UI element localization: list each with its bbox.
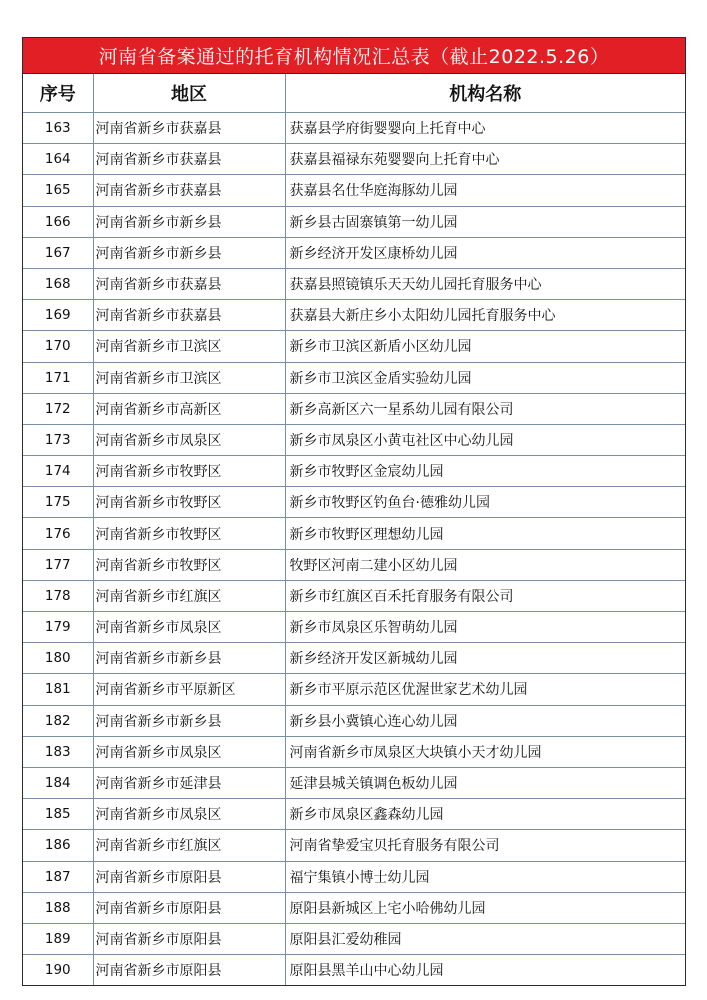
table-row	[23, 830, 685, 861]
table-row	[23, 393, 685, 424]
row-region: 河南省新乡市凤泉区	[93, 799, 285, 830]
row-institution-name: 新乡高新区六一星系幼儿园有限公司	[285, 393, 685, 424]
table-row	[23, 487, 685, 518]
row-institution-name: 新乡市凤泉区鑫森幼儿园	[285, 799, 685, 830]
row-region: 河南省新乡市获嘉县	[93, 113, 285, 144]
row-number: 190	[23, 955, 93, 986]
row-institution-name: 新乡市牧野区理想幼儿园	[285, 518, 685, 549]
row-institution-name: 福宁集镇小博士幼儿园	[285, 861, 685, 892]
row-institution-name: 新乡经济开发区新城幼儿园	[285, 643, 685, 674]
row-region: 河南省新乡市获嘉县	[93, 300, 285, 331]
table-row	[23, 705, 685, 736]
row-region: 河南省新乡市原阳县	[93, 923, 285, 954]
table-row	[23, 362, 685, 393]
row-number: 168	[23, 268, 93, 299]
table-row	[23, 549, 685, 580]
row-institution-name: 获嘉县大新庄乡小太阳幼儿园托育服务中心	[285, 300, 685, 331]
row-number: 163	[23, 113, 93, 144]
row-institution-name: 新乡经济开发区康桥幼儿园	[285, 237, 685, 268]
table-body	[23, 113, 685, 986]
row-number: 185	[23, 799, 93, 830]
row-institution-name: 河南省挚爱宝贝托育服务有限公司	[285, 830, 685, 861]
row-institution-name: 新乡县小冀镇心连心幼儿园	[285, 705, 685, 736]
row-region: 河南省新乡市卫滨区	[93, 331, 285, 362]
table-row	[23, 268, 685, 299]
table-row	[23, 955, 685, 986]
row-number: 165	[23, 175, 93, 206]
table-row	[23, 113, 685, 144]
row-region: 河南省新乡市获嘉县	[93, 175, 285, 206]
row-region: 河南省新乡市原阳县	[93, 892, 285, 923]
row-institution-name: 延津县城关镇调色板幼儿园	[285, 767, 685, 798]
row-number: 186	[23, 830, 93, 861]
table-header	[23, 74, 685, 113]
table-row	[23, 424, 685, 455]
row-institution-name: 获嘉县照镜镇乐天天幼儿园托育服务中心	[285, 268, 685, 299]
table-row	[23, 892, 685, 923]
row-region: 河南省新乡市红旗区	[93, 830, 285, 861]
table-row	[23, 612, 685, 643]
row-region: 河南省新乡市原阳县	[93, 861, 285, 892]
row-institution-name: 新乡市牧野区钓鱼台·德雅幼儿园	[285, 487, 685, 518]
column-header-number: 序号	[23, 74, 93, 113]
row-region: 河南省新乡市新乡县	[93, 705, 285, 736]
column-header-region: 地区	[93, 74, 285, 113]
row-region: 河南省新乡市凤泉区	[93, 612, 285, 643]
row-region: 河南省新乡市高新区	[93, 393, 285, 424]
row-number: 181	[23, 674, 93, 705]
row-institution-name: 牧野区河南二建小区幼儿园	[285, 549, 685, 580]
row-institution-name: 原阳县新城区上宅小哈佛幼儿园	[285, 892, 685, 923]
row-number: 174	[23, 456, 93, 487]
table-row	[23, 923, 685, 954]
row-region: 河南省新乡市牧野区	[93, 518, 285, 549]
row-institution-name: 获嘉县福禄东苑婴婴向上托育中心	[285, 144, 685, 175]
row-number: 170	[23, 331, 93, 362]
row-number: 175	[23, 487, 93, 518]
row-number: 188	[23, 892, 93, 923]
row-region: 河南省新乡市获嘉县	[93, 268, 285, 299]
table-row	[23, 206, 685, 237]
row-institution-name: 新乡市平原示范区优渥世家艺术幼儿园	[285, 674, 685, 705]
row-institution-name: 新乡市牧野区金宸幼儿园	[285, 456, 685, 487]
column-header-institution: 机构名称	[285, 74, 685, 113]
table-row	[23, 175, 685, 206]
table-row	[23, 331, 685, 362]
table-row	[23, 643, 685, 674]
row-number: 179	[23, 612, 93, 643]
row-region: 河南省新乡市牧野区	[93, 487, 285, 518]
row-region: 河南省新乡市新乡县	[93, 643, 285, 674]
row-number: 183	[23, 736, 93, 767]
table-row	[23, 300, 685, 331]
table-row	[23, 861, 685, 892]
row-region: 河南省新乡市凤泉区	[93, 424, 285, 455]
table-row	[23, 518, 685, 549]
table-title: 河南省备案通过的托育机构情况汇总表（截止2022.5.26）	[23, 38, 685, 74]
row-number: 182	[23, 705, 93, 736]
row-institution-name: 新乡市凤泉区乐智萌幼儿园	[285, 612, 685, 643]
row-institution-name: 新乡县古固寨镇第一幼儿园	[285, 206, 685, 237]
row-number: 169	[23, 300, 93, 331]
row-number: 184	[23, 767, 93, 798]
table-row	[23, 799, 685, 830]
row-region: 河南省新乡市红旗区	[93, 580, 285, 611]
table-row	[23, 144, 685, 175]
row-institution-name: 获嘉县学府街婴婴向上托育中心	[285, 113, 685, 144]
row-number: 189	[23, 923, 93, 954]
row-institution-name: 新乡市卫滨区金盾实验幼儿园	[285, 362, 685, 393]
row-region: 河南省新乡市原阳县	[93, 955, 285, 986]
table-row	[23, 736, 685, 767]
table-row	[23, 237, 685, 268]
row-number: 187	[23, 861, 93, 892]
row-number: 171	[23, 362, 93, 393]
row-institution-name: 河南省新乡市凤泉区大块镇小天才幼儿园	[285, 736, 685, 767]
row-region: 河南省新乡市凤泉区	[93, 736, 285, 767]
row-institution-name: 获嘉县名仕华庭海豚幼儿园	[285, 175, 685, 206]
row-number: 172	[23, 393, 93, 424]
row-region: 河南省新乡市牧野区	[93, 549, 285, 580]
row-number: 178	[23, 580, 93, 611]
institutions-table	[23, 74, 685, 985]
row-region: 河南省新乡市获嘉县	[93, 144, 285, 175]
row-region: 河南省新乡市牧野区	[93, 456, 285, 487]
row-institution-name: 原阳县黑羊山中心幼儿园	[285, 955, 685, 986]
row-number: 166	[23, 206, 93, 237]
row-region: 河南省新乡市平原新区	[93, 674, 285, 705]
summary-table-sheet	[22, 37, 686, 986]
row-number: 180	[23, 643, 93, 674]
row-institution-name: 原阳县汇爱幼稚园	[285, 923, 685, 954]
row-region: 河南省新乡市延津县	[93, 767, 285, 798]
header-row	[23, 74, 685, 113]
table-row	[23, 767, 685, 798]
row-number: 164	[23, 144, 93, 175]
row-number: 173	[23, 424, 93, 455]
table-row	[23, 580, 685, 611]
row-number: 176	[23, 518, 93, 549]
row-number: 177	[23, 549, 93, 580]
row-region: 河南省新乡市新乡县	[93, 206, 285, 237]
table-row	[23, 674, 685, 705]
row-institution-name: 新乡市卫滨区新盾小区幼儿园	[285, 331, 685, 362]
row-region: 河南省新乡市卫滨区	[93, 362, 285, 393]
table-row	[23, 456, 685, 487]
row-institution-name: 新乡市凤泉区小黄屯社区中心幼儿园	[285, 424, 685, 455]
row-number: 167	[23, 237, 93, 268]
row-institution-name: 新乡市红旗区百禾托育服务有限公司	[285, 580, 685, 611]
row-region: 河南省新乡市新乡县	[93, 237, 285, 268]
